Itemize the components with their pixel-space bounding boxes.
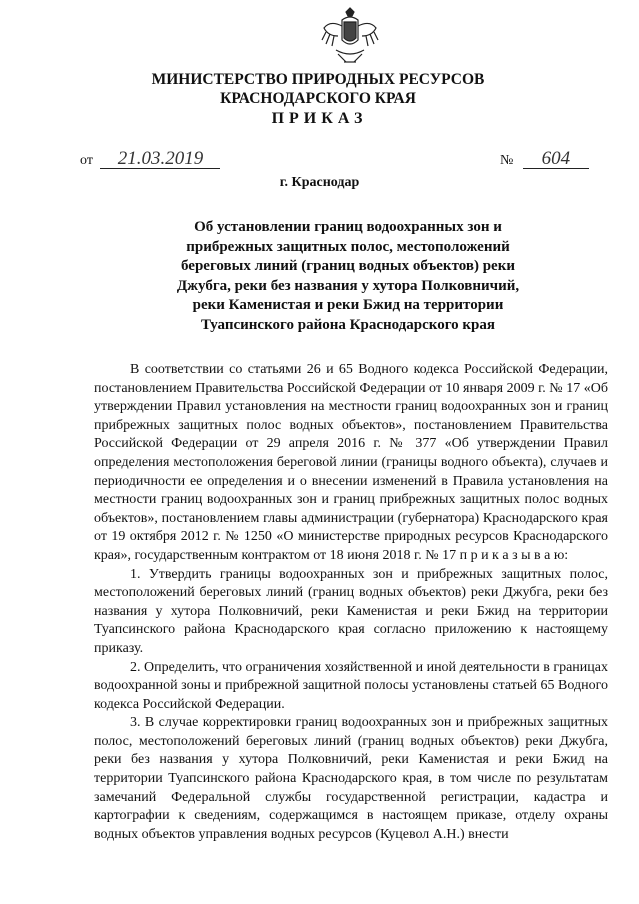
crest-graphic	[318, 6, 382, 66]
order-number	[500, 150, 589, 169]
date-prefix: от	[80, 153, 93, 168]
coat-of-arms-icon	[318, 6, 382, 66]
order-heading: ПРИКАЗ	[271, 110, 368, 127]
clause-2: 2. Определить, что ограничения хозяйственной и иной деятельности в границах водоохранной зоны и прибрежной защитной полосы установлены статьей 65 Водного кодекса Российской Федерации.	[94, 659, 608, 712]
order-date	[80, 150, 220, 169]
title-line: прибрежных защитных полос, местоположений	[186, 238, 510, 255]
ministry-line-1: МИНИСТЕРСТВО ПРИРОДНЫХ РЕСУРСОВ	[151, 71, 485, 88]
number-handwritten: 604	[523, 150, 589, 169]
clause-3: 3. В случае корректировки границ водоохранных зон и прибрежных защитных полос, местоположений береговых линий (границ водных объектов) реки Джубга, реки без названия у хутора Полковничий, реки Каменистая и реки Бжид на территории Туапсинского района Краснодарского края, в том числе по результатам замечаний Федеральной службы государственной регистрации, кадастра и картографии к сведениям, содержащимся в настоящем приказе, отделу охраны водных объектов управления водных ресурсов (Куцевол А.Н.) внести	[94, 715, 608, 842]
ministry-line-2: КРАСНОДАРСКОГО КРАЯ	[220, 90, 416, 107]
date-handwritten: 21.03.2019	[100, 150, 220, 169]
title-line: береговых линий (границ водных объектов) реки	[180, 258, 515, 274]
title-line: Туапсинского района Краснодарского края	[200, 316, 496, 333]
ministry-name	[138, 70, 498, 108]
document-body	[94, 361, 608, 844]
title-line: реки Каменистая и реки Бжид на территории	[192, 297, 504, 313]
title-line: Джубга, реки без названия у хутора Полковничий,	[176, 277, 520, 294]
title-line: Об установлении границ водоохранных зон и	[194, 219, 502, 235]
preamble-paragraph: В соответствии со статьями 26 и 65 Водного кодекса Российской Федерации, постановлением Правительства Российской Федерации от 10 января 2009 г. № 17 «Об утверждении Правил установления на местности границ водоохранных зон и границ прибрежных защитных полос водных объектов», постановлением Правительства Российской Федерации от 29 апреля 2016 г. № 377 «Об утверждении Правил определения местоположения береговой линии (границы водного объекта), случаев и периодичности ее определения и о внесении изменений в Правила установления на местности границ водоохранных зон и границ прибрежных защитных полос водных объектов», постановлением главы администрации (губернатора) Краснодарского края от 19 октября 2012 г. № 1250 «О министерстве природных ресурсов Краснодарского края», государственным контрактом от 18 июня 2018 г. № 17 п р и к а з ы в а ю:	[94, 362, 608, 563]
clause-1: 1. Утвердить границы водоохранных зон и прибрежных защитных полос, местоположений береговых линий (границ водных объектов) реки Джубга, реки без названия у хутора Полковничий, реки Каменистая и реки Бжид на территории Туапсинского района Краснодарского края согласно приложению к настоящему приказу.	[94, 566, 608, 656]
city-name: г. Краснодар	[279, 175, 360, 190]
number-prefix: №	[500, 153, 514, 168]
document-title	[150, 218, 546, 335]
